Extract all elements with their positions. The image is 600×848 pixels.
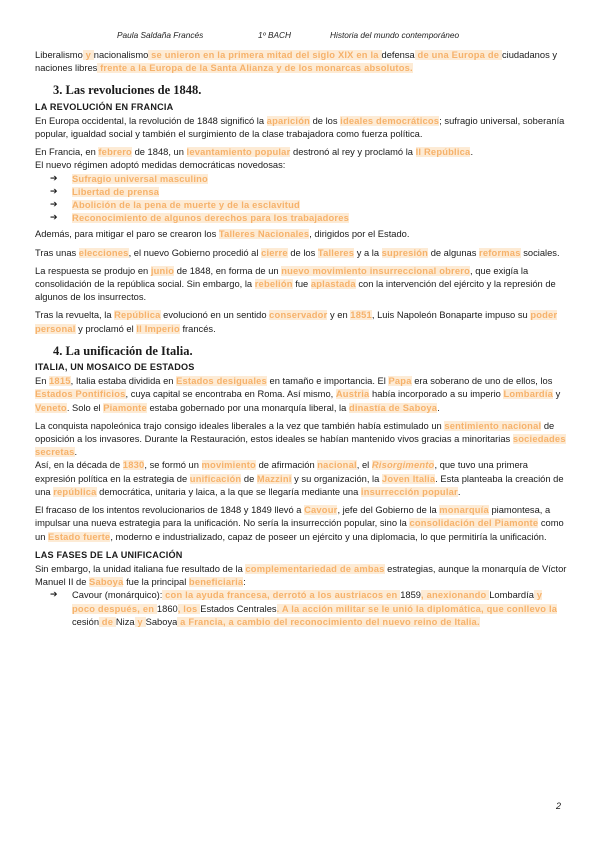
- text-run: Sin embargo, la unidad italiana fue resultado de la: [35, 563, 246, 574]
- paragraph: [35, 563, 567, 589]
- text-run: En: [35, 376, 50, 387]
- paragraph: [35, 375, 567, 415]
- highlighted-term: reformas: [479, 247, 521, 258]
- highlighted-term: Estado fuerte: [48, 531, 111, 542]
- highlighted-term: Piamonte: [103, 402, 147, 413]
- text-run: .: [457, 486, 461, 497]
- text-run: , moderno e industrializado, capaz de poseer un ejército y una diplomacia, lo que permitiría la unificación.: [110, 531, 547, 542]
- highlighted-term: República: [114, 310, 161, 321]
- highlighted-term: sociedades secretas: [35, 434, 566, 458]
- text-run: estrategias, aunque la monarquía de Víctor Manuel II de: [35, 563, 567, 588]
- highlighted-term: sentimiento nacional: [444, 420, 542, 431]
- text-run: destronó al rey y proclamó la: [290, 147, 416, 158]
- highlighted-term: Estados desiguales: [176, 376, 267, 387]
- highlighted-term: consolidación del Piamonte: [409, 518, 539, 529]
- highlighted-term: , anexionando: [421, 590, 490, 601]
- highlighted-term: elecciones: [78, 247, 129, 258]
- section-3-title: 3. Las revoluciones de 1848.: [53, 83, 202, 98]
- text-run: .: [437, 402, 440, 413]
- highlighted-term: Papa: [388, 376, 412, 387]
- text-run: cesión: [72, 616, 100, 627]
- text-run: .: [470, 147, 474, 158]
- text-run: de afirmación: [255, 460, 318, 471]
- highlighted-term: Saboya: [89, 577, 124, 588]
- highlighted-term: Joven Italia: [381, 473, 436, 484]
- highlighted-term: se unieron en la primera mitad del siglo XIX en la: [148, 50, 382, 60]
- paragraph: [35, 504, 567, 544]
- text-run: había incorporado a su imperio: [369, 389, 504, 400]
- text-run: , que exigía la consolidación de la república social. Sin embargo, la: [35, 265, 529, 290]
- text-run: fue: [292, 279, 311, 290]
- text-run: y: [553, 389, 561, 400]
- text-run: . Solo el: [66, 402, 104, 413]
- text-run: sociales.: [520, 247, 560, 258]
- paragraph: [35, 247, 567, 260]
- text-run: 1859: [400, 590, 422, 601]
- paragraph: [35, 228, 567, 241]
- text-run: :: [243, 577, 246, 588]
- text-run: ciudadanos y naciones libres: [35, 50, 558, 74]
- text-run: de oposición a los invasores. Durante la Restauración, estos ideales se habían mantenido vivos gracias a minoritarias: [35, 420, 555, 445]
- highlighted-term: Talleres: [317, 247, 355, 258]
- document-body: [35, 49, 567, 632]
- text-run: y a la: [354, 247, 382, 258]
- text-run: evolucionó en un sentido: [160, 310, 270, 321]
- text-run: Liberalismo: [35, 50, 83, 60]
- highlighted-term: y: [134, 616, 146, 627]
- paragraph: [35, 115, 567, 141]
- text-run: como un: [35, 518, 564, 542]
- highlighted-term: dinastía de Saboya: [348, 402, 438, 413]
- paragraph: [35, 146, 567, 159]
- highlighted-term: movimiento: [201, 460, 256, 471]
- list-item: ➔ Sufragio universal masculino: [50, 173, 567, 186]
- page-number: 2: [556, 801, 562, 811]
- highlighted-term: 1830: [122, 460, 145, 471]
- highlighted-term: beneficiaria: [188, 577, 244, 588]
- highlighted-term: y: [82, 50, 94, 60]
- highlighted-term: Mazzini: [256, 473, 292, 484]
- highlighted-term: cierre: [261, 247, 288, 258]
- paragraph: [35, 459, 567, 499]
- highlighted-term: Austria: [335, 389, 370, 400]
- text-run: La conquista napoleónica trajo consigo ideales liberales a la vez que también había estimulado un: [35, 420, 445, 431]
- highlighted-term: 1815: [49, 376, 71, 387]
- text-run: .: [74, 447, 78, 458]
- text-run: Lombardía: [489, 590, 534, 601]
- text-run: En Francia, en: [35, 147, 99, 158]
- highlighted-term: supresión: [381, 247, 429, 258]
- paragraph: [35, 420, 567, 460]
- list-item: ➔ Abolición de la pena de muerte y de la esclavitud: [50, 199, 567, 212]
- text-run: En Europa occidental, la revolución de 1848 significó la: [35, 115, 267, 126]
- text-run: era soberano de uno de ellos, los: [411, 376, 553, 387]
- highlighted-term: Estados Pontificios: [35, 389, 126, 400]
- highlighted-term: república: [53, 486, 97, 497]
- highlighted-term: Cavour: [304, 505, 338, 516]
- text-run: Así, en la década de: [35, 460, 123, 471]
- text-run: de algunas: [428, 247, 480, 258]
- text-run: Tras la revuelta, la: [35, 310, 115, 321]
- text-run: , cuya capital se encontraba en Roma. Así mismo,: [125, 389, 336, 400]
- paragraph: [35, 309, 567, 335]
- header-author: Paula Saldaña Francés: [117, 30, 204, 40]
- paragraph: [35, 265, 567, 305]
- highlighted-term: monarquía: [439, 505, 489, 516]
- text-run: y su organización, la: [291, 473, 382, 484]
- highlighted-term: unificación: [189, 473, 242, 484]
- highlighted-term: de una Europa de: [414, 50, 502, 60]
- text-run: de 1848, en forma de un: [174, 265, 282, 276]
- text-run: ; sufragio universal, soberanía popular, igualdad social y también el surgimiento de la clase trabajadora como fuerza política.: [35, 115, 565, 140]
- text-run: , dirigidos por el Estado.: [309, 229, 410, 240]
- section-4-title: 4. La unificación de Italia.: [53, 343, 193, 358]
- highlighted-term: levantamiento popular: [186, 147, 291, 158]
- text-run: . Esta planteaba la creación de una: [35, 473, 564, 497]
- text-run: , el nuevo Gobierno procedió al: [128, 247, 262, 258]
- highlighted-term: II República: [415, 147, 471, 158]
- highlighted-term: a Francia, a cambio del reconocimiento del nuevo reino de Italia.: [177, 616, 480, 627]
- text-run: 1860: [156, 603, 178, 614]
- text-run: de los: [287, 247, 318, 258]
- highlighted-term: aparición: [266, 115, 311, 126]
- subheading-revolucion-francia: LA REVOLUCIÓN EN FRANCIA: [35, 101, 174, 112]
- text-run: estaba gobernado por una monarquía liberal, la: [146, 402, 349, 413]
- highlighted-term: frente a la Europa de la Santa Alianza y de los monarcas absolutos.: [97, 63, 413, 74]
- highlighted-term: nuevo movimiento insurreccional obrero: [281, 265, 470, 276]
- text-run: Tras unas: [35, 247, 79, 258]
- highlighted-term: y poco después, en: [72, 590, 543, 614]
- subheading-fases-unificacion: LAS FASES DE LA UNIFICACIÓN: [35, 549, 183, 560]
- highlighted-term: insurrección popular: [360, 486, 458, 497]
- phases-list: [35, 589, 567, 629]
- header-course: 1º BACH: [258, 30, 292, 40]
- header-subject: Historia del mundo contemporáneo: [330, 30, 460, 40]
- text-run: en tamaño e importancia. El: [266, 376, 389, 387]
- text-run: , jefe del Gobierno de la: [337, 505, 440, 516]
- text-run: con la intervención del ejército y la represión de algunos de los insurrectos.: [35, 279, 556, 303]
- text-run: de los: [310, 115, 341, 126]
- highlighted-term: febrero: [98, 147, 132, 158]
- highlighted-term: Risorgimento: [371, 460, 435, 471]
- text-run: Niza: [115, 616, 135, 627]
- highlighted-term: ideales democráticos: [340, 115, 440, 126]
- highlighted-term: Veneto: [35, 402, 67, 413]
- highlighted-term: aplastada: [310, 279, 356, 290]
- text-run: defensa: [381, 50, 415, 60]
- highlighted-term: conservador: [269, 310, 328, 321]
- paragraph: El nuevo régimen adoptó medidas democráticas novedosas:: [35, 160, 286, 171]
- measures-list: [35, 173, 567, 226]
- text-run: El fracaso de los intentos revolucionarios de 1848 y 1849 llevó a: [35, 505, 305, 516]
- highlighted-term: Talleres Nacionales: [218, 229, 310, 240]
- list-item: ➔ Reconocimiento de algunos derechos para los trabajadores: [50, 212, 567, 225]
- highlighted-term: de: [99, 616, 116, 627]
- text-run: francés.: [179, 323, 216, 334]
- text-run: fue la principal: [123, 577, 189, 588]
- highlighted-term: con la ayuda francesa, derrotó a los austriacos en: [162, 590, 401, 601]
- text-run: piamontesa, a impulsar una nueva estrategia para la unificación. No sería la insurrección popular, sino la: [35, 505, 551, 529]
- subheading-mosaico-estados: ITALIA, UN MOSAICO DE ESTADOS: [35, 362, 195, 373]
- text-run: , Italia estaba dividida en: [70, 376, 177, 387]
- text-run: Estados Centrales: [200, 603, 277, 614]
- highlighted-term: . A la acción militar se le unió la diplomática, que conllevo la: [276, 603, 558, 614]
- text-run: democrática, unitaria y laica, a la que se llegaría mediante una: [96, 486, 361, 497]
- text-run: , se formó un: [144, 460, 202, 471]
- highlighted-term: rebelión: [254, 279, 293, 290]
- highlighted-term: Lombardía: [503, 389, 554, 400]
- intro-paragraph: [35, 49, 567, 75]
- text-run: Cavour (monárquico):: [72, 590, 163, 601]
- highlighted-term: 1851: [350, 310, 372, 321]
- highlighted-term: junio: [150, 265, 175, 276]
- highlighted-term: , los: [177, 603, 201, 614]
- list-item: ➔ Libertad de prensa: [50, 186, 567, 199]
- text-run: nacionalismo: [93, 50, 149, 60]
- highlighted-term: II Imperio: [136, 323, 180, 334]
- text-run: La respuesta se produjo en: [35, 265, 151, 276]
- list-item: [50, 589, 567, 629]
- highlighted-term: poder personal: [35, 310, 558, 334]
- highlighted-term: nacional: [317, 460, 357, 471]
- text-run: de 1848, un: [131, 147, 187, 158]
- text-run: Saboya: [145, 616, 178, 627]
- text-run: , Luis Napoleón Bonaparte impuso su: [371, 310, 531, 321]
- text-run: y proclamó el: [75, 323, 137, 334]
- text-run: , el: [356, 460, 372, 471]
- text-run: y en: [327, 310, 351, 321]
- text-run: de: [241, 473, 257, 484]
- highlighted-term: complementariedad de ambas: [245, 563, 385, 574]
- text-run: , que tuvo una primera expresión política en la estrategia de: [35, 460, 528, 484]
- text-run: Además, para mitigar el paro se crearon los: [35, 229, 219, 240]
